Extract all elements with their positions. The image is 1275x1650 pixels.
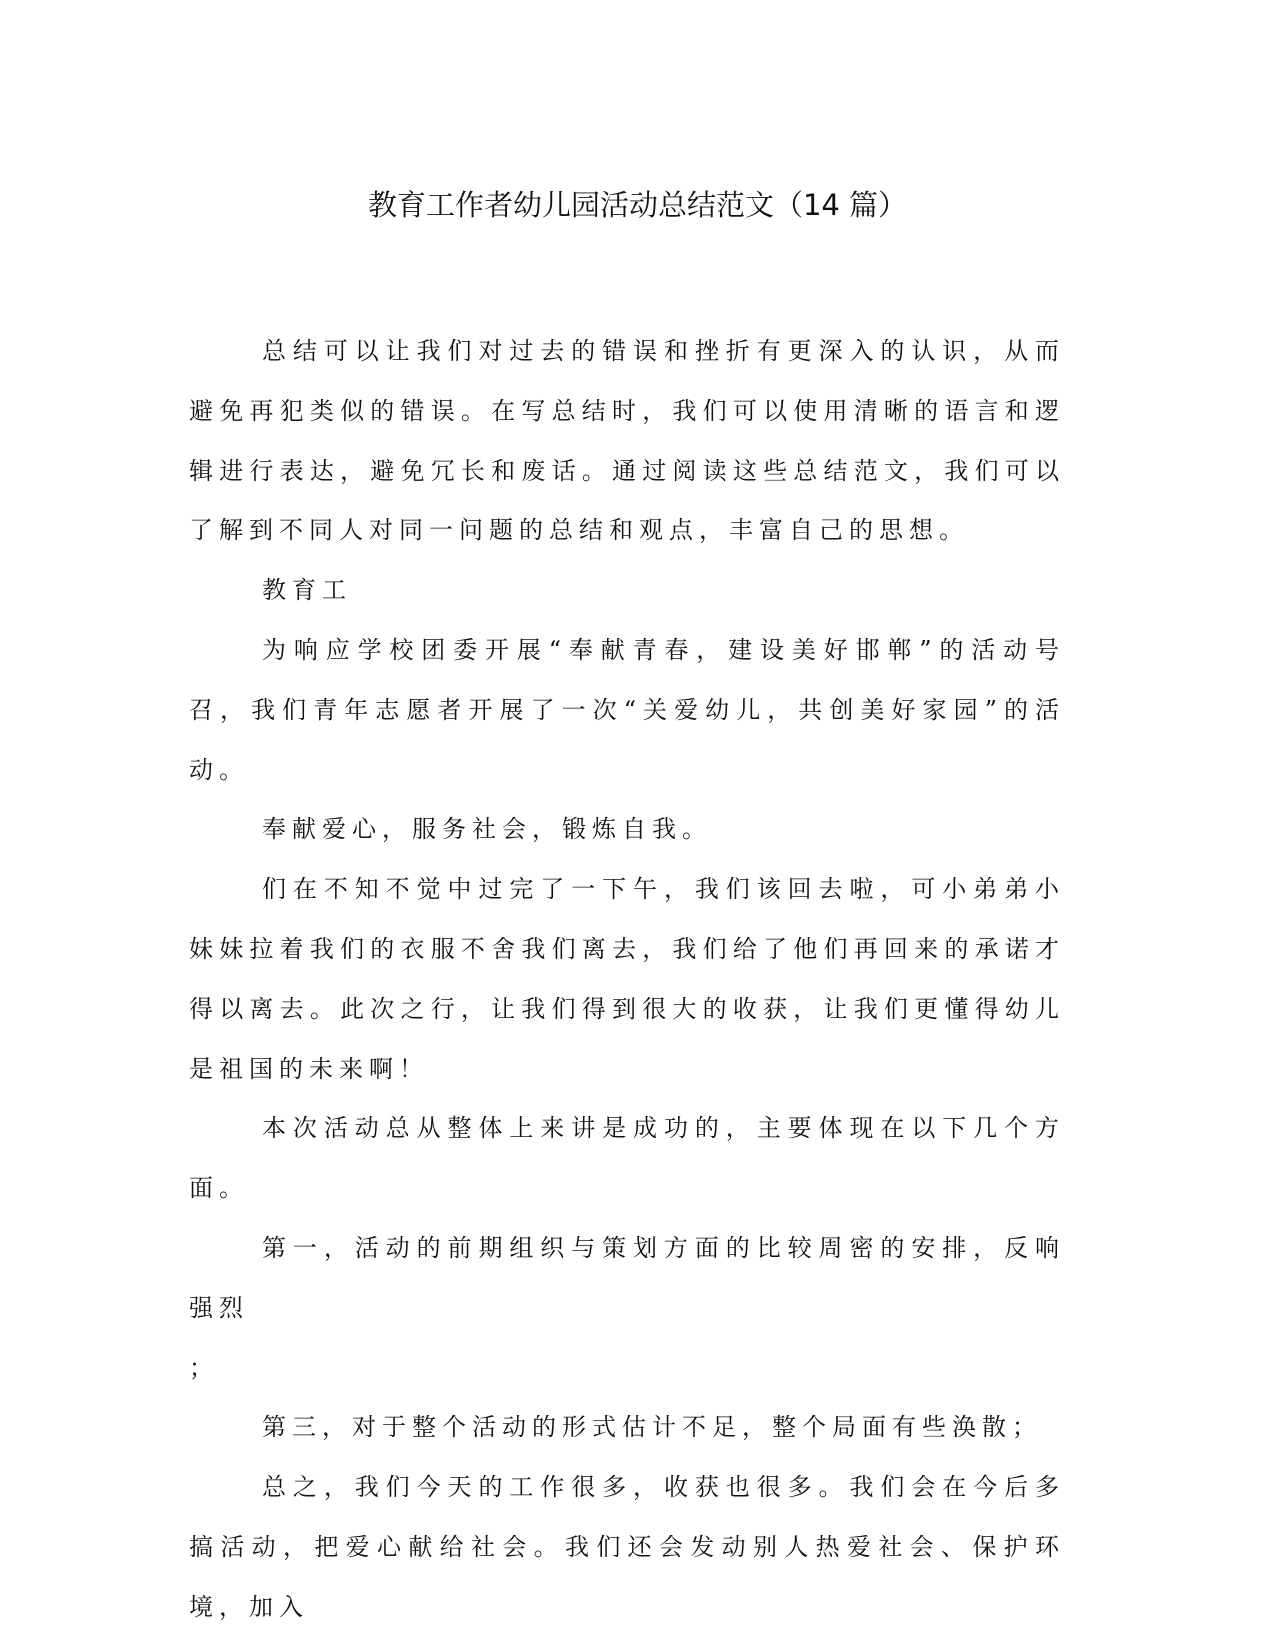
paragraph-motto: 奉献爱心，服务社会，锻炼自我。 <box>262 815 712 844</box>
paragraph-conclusion: 总之，我们今天的工作很多，收获也很多。我们会在今后多搞活动，把爱心献给社会。我们还会发动别人热爱社会、保护环境，加入 <box>189 1473 1065 1621</box>
paragraph-activity-call: 为响应学校团委开展“奉献青春，建设美好邯郸”的活动号召，我们青年志愿者开展了一次“关爱幼儿，共创美好家园”的活动。 <box>189 635 1065 784</box>
paragraph-success: 本次活动总从整体上来讲是成功的，主要体现在以下几个方面。 <box>189 1114 1065 1203</box>
paragraph-third-point: 第三，对于整个活动的形式估计不足，整个局面有些涣散； <box>262 1413 1042 1442</box>
document-title: 教育工作者幼儿园活动总结范文（14 篇） <box>367 188 908 222</box>
paragraph-intro: 总结可以让我们对过去的错误和挫折有更深入的认识，从而避免再犯类似的错误。在写总结时，我们可以使用清晰的语言和逻辑进行表达，避免冗长和废话。通过阅读这些总结范文，我们可以了解到不同人对同一问题的总结和观点，丰富自己的思想。 <box>189 337 1065 545</box>
paragraph-afternoon: 们在不知不觉中过完了一下午，我们该回去啦，可小弟弟小妹妹拉着我们的衣服不舍我们离去，我们给了他们再回来的承诺才得以离去。此次之行，让我们得到很大的收获，让我们更懂得幼儿是祖国的未来啊！ <box>189 875 1065 1083</box>
paragraph-heading-fragment: 教育工 <box>262 576 352 605</box>
paragraph-first-point: 第一，活动的前期组织与策划方面的比较周密的安排，反响强烈 <box>189 1233 1065 1322</box>
paragraph-semicolon: ； <box>189 1353 219 1382</box>
document-body <box>189 322 1065 1638</box>
